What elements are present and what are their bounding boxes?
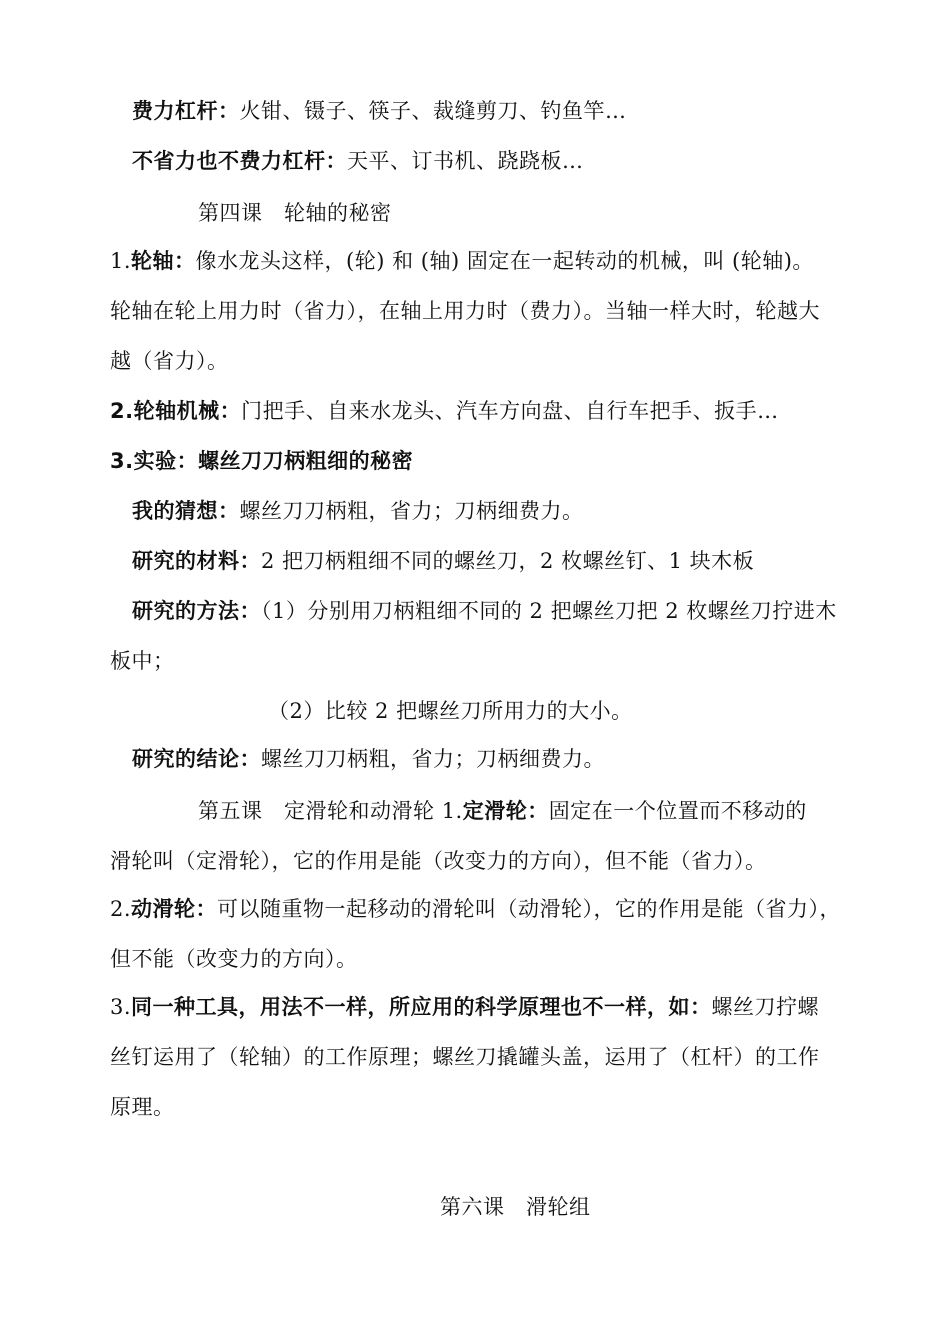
paragraph-line: 原理。	[110, 1095, 175, 1119]
term-label: 同一种工具，用法不一样，所应用的科学原理也不一样，如：	[131, 995, 712, 1019]
paragraph-conclusion	[132, 744, 605, 774]
lesson-4-heading: 第四课 轮轴的秘密	[198, 201, 392, 225]
term-label: 2.轮轴机械：	[110, 399, 242, 423]
paragraph-line: 丝钉运用了（轮轴）的工作原理；螺丝刀撬罐头盖，运用了（杠杆）的工作	[110, 1045, 820, 1069]
paragraph-text: 像水龙头这样，(轮) 和 (轴) 固定在一起转动的机械，叫 (轮轴)。	[195, 249, 814, 273]
paragraph-wheel-axle-machines	[110, 396, 779, 426]
item-number: 2.	[110, 897, 132, 921]
paragraph-text: 火钳、镊子、筷子、裁缝剪刀、钓鱼竿…	[239, 99, 627, 123]
paragraph-line: 轮轴在轮上用力时（省力），在轴上用力时（费力）。当轴一样大时，轮越大	[110, 299, 820, 323]
term-label: 轮轴：	[131, 249, 196, 273]
lesson-5-heading: 第五课 定滑轮和动滑轮	[198, 799, 435, 823]
paragraph-text: 可以随重物一起移动的滑轮叫（动滑轮），它的作用是能（省力），	[217, 897, 842, 921]
paragraph-text: 门把手、自来水龙头、汽车方向盘、自行车把手、扳手…	[241, 399, 779, 423]
item-number: 3.	[110, 995, 132, 1019]
term-label: 动滑轮：	[131, 897, 218, 921]
paragraph-movable-pulley	[110, 894, 841, 924]
paragraph-text: （1）分别用刀柄粗细不同的 2 把螺丝刀把 2 枚螺丝刀拧进木	[261, 599, 837, 623]
paragraph-text: 螺丝刀拧螺	[711, 995, 820, 1019]
term-label: 定滑轮：	[462, 799, 549, 823]
paragraph-line: 板中；	[110, 649, 175, 673]
paragraph-hypothesis	[132, 496, 584, 526]
term-label: 我的猜想：	[132, 499, 240, 523]
item-number: 1.	[110, 249, 132, 273]
term-label: 不省力也不费力杠杆：	[132, 149, 347, 173]
paragraph-text: 螺丝刀刀柄粗，省力；刀柄细费力。	[261, 747, 605, 771]
paragraph-lever-neutral	[132, 146, 584, 176]
paragraph-same-tool	[110, 992, 819, 1022]
paragraph-text: 螺丝刀刀柄粗，省力；刀柄细费力。	[239, 499, 584, 523]
paragraph-text: 2 把刀柄粗细不同的螺丝刀，2 枚螺丝钉、1 块木板	[261, 549, 755, 573]
experiment-heading: 3.实验：螺丝刀刀柄粗细的秘密	[110, 449, 414, 473]
paragraph-line: 滑轮叫（定滑轮），它的作用是能（改变力的方向），但不能（省力）。	[110, 849, 767, 873]
term-label: 研究的材料：	[132, 549, 261, 573]
paragraph-text: 固定在一个位置而不移动的	[548, 799, 807, 823]
paragraph-lever-costly	[132, 96, 627, 126]
lesson-6-heading: 第六课 滑轮组	[440, 1195, 591, 1219]
paragraph-text: 天平、订书机、跷跷板…	[347, 149, 584, 173]
paragraph-wheel-axle-def	[110, 246, 814, 276]
term-label: 研究的方法：	[132, 599, 261, 623]
paragraph-method	[132, 596, 837, 626]
lesson-5-heading-line	[198, 796, 807, 826]
term-label: 研究的结论：	[132, 747, 261, 771]
term-label: 费力杠杆：	[132, 99, 240, 123]
item-number: 1.	[441, 799, 463, 823]
paragraph-materials	[132, 546, 754, 576]
paragraph-line: 越（省力）。	[110, 349, 229, 373]
paragraph-line: 但不能（改变力的方向）。	[110, 947, 358, 971]
paragraph-method-step-2: （2）比较 2 把螺丝刀所用力的大小。	[268, 699, 633, 723]
